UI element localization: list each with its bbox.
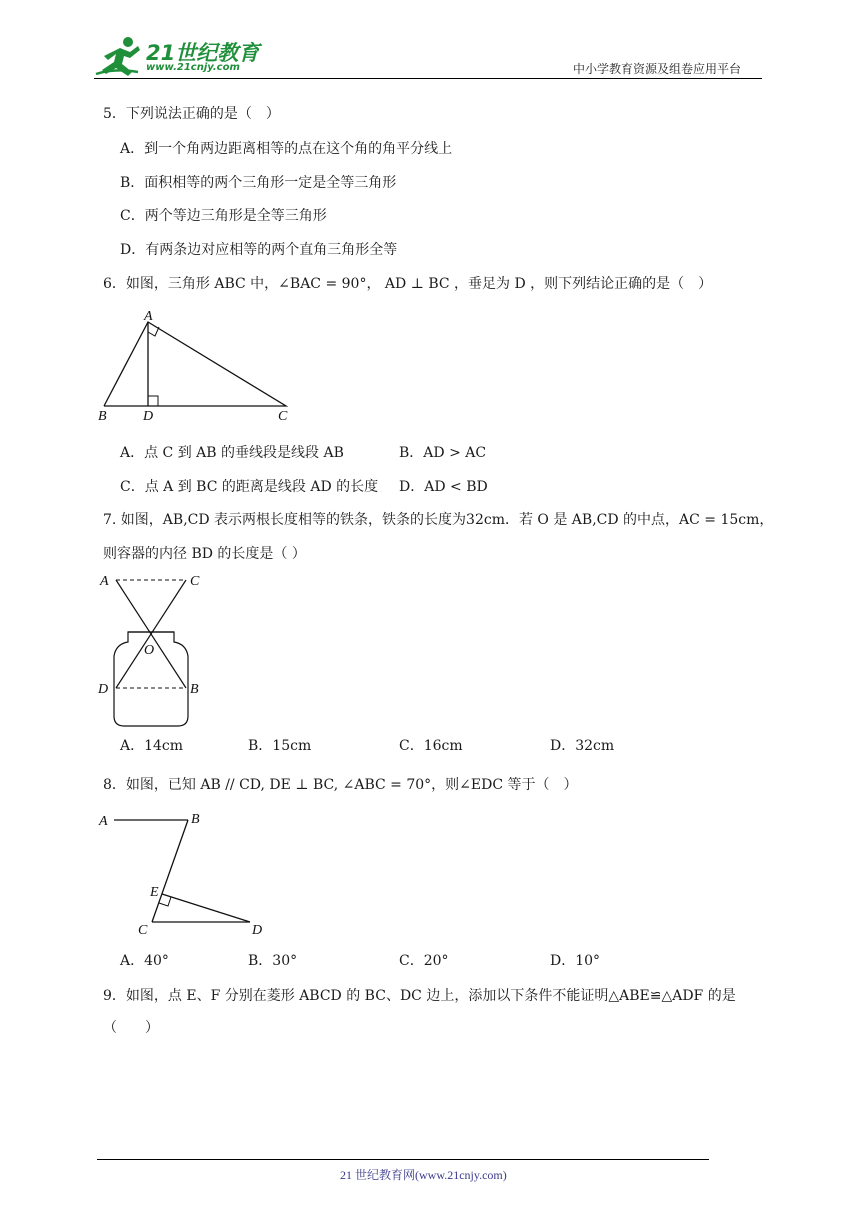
q8-label-d: D — [252, 923, 263, 938]
runner-logo-icon — [94, 34, 146, 78]
footer-text: 21 世纪教育网(www.21cnjy.com) — [340, 1168, 507, 1182]
q8-option-d: D．10° — [550, 953, 601, 969]
q6-stem: 6．如图，三角形 ABC 中，∠BAC = 90°， AD ⊥ BC ，垂足为 D ，则下列结论正确的是（ ） — [103, 276, 713, 292]
q8-label-e: E — [150, 885, 159, 900]
q8-label-a: A — [99, 814, 108, 829]
q6-triangle-figure — [96, 306, 300, 426]
q7-option-c: C．16cm — [399, 738, 463, 754]
q6-option-b: B．AD > AC — [399, 445, 487, 461]
logo-text: 21世纪教育 — [146, 41, 260, 65]
q7-label-b: B — [190, 682, 199, 697]
q8-label-c: C — [138, 923, 148, 938]
q5-stem: 5．下列说法正确的是（ ） — [103, 106, 280, 122]
q6-option-d: D．AD < BD — [399, 479, 488, 495]
header-title: 中小学教育资源及组卷应用平台 — [573, 62, 742, 76]
q6-label-c: C — [278, 409, 288, 424]
q6-label-b: B — [98, 409, 107, 424]
q8-option-c: C．20° — [399, 953, 449, 969]
q7-label-o: O — [144, 643, 155, 658]
q6-option-a: A．点 C 到 AB 的垂线段是线段 AB — [120, 445, 344, 461]
q8-stem: 8．如图，已知 AB // CD, DE ⊥ BC, ∠ABC = 70°，则∠EDC 等于（ ） — [103, 777, 578, 793]
q7-container-figure — [96, 570, 216, 730]
q8-label-b: B — [191, 812, 200, 827]
q9-stem: 9．如图，点 E、F 分别在菱形 ABCD 的 BC、DC 边上，添加以下条件不能证明△ABE≌△ADF 的是 — [103, 988, 736, 1004]
q6-label-d: D — [143, 409, 154, 424]
q5-option-b: B．面积相等的两个三角形一定是全等三角形 — [120, 175, 397, 191]
logo-url: www.21cnjy.com — [146, 62, 240, 73]
q7-option-b: B．15cm — [248, 738, 312, 754]
q6-label-a: A — [144, 309, 153, 324]
q7-label-d: D — [98, 682, 109, 697]
q7-option-d: D．32cm — [550, 738, 615, 754]
q9-paren: （ ） — [103, 1020, 159, 1036]
q7-stem-line1: 7. 如图，AB,CD 表示两根长度相等的铁条，铁条的长度为32cm．若 O 是 AB,CD 的中点，AC = 15cm， — [103, 512, 774, 528]
q7-option-a: A．14cm — [120, 738, 184, 754]
q7-stem-line2: 则容器的内径 BD 的长度是（ ） — [103, 546, 306, 562]
q8-figure — [96, 806, 276, 940]
q7-label-c: C — [190, 574, 200, 589]
q8-option-a: A．40° — [120, 953, 169, 969]
q6-option-c: C．点 A 到 BC 的距离是线段 AD 的长度 — [120, 479, 379, 495]
q8-option-b: B．30° — [248, 953, 298, 969]
header-rule — [94, 78, 762, 79]
q5-option-a: A．到一个角两边距离相等的点在这个角的角平分线上 — [120, 141, 453, 157]
q7-label-a: A — [100, 574, 109, 589]
q5-option-c: C．两个等边三角形是全等三角形 — [120, 208, 327, 224]
footer-rule — [97, 1159, 709, 1160]
q5-option-d: D．有两条边对应相等的两个直角三角形全等 — [120, 242, 398, 258]
